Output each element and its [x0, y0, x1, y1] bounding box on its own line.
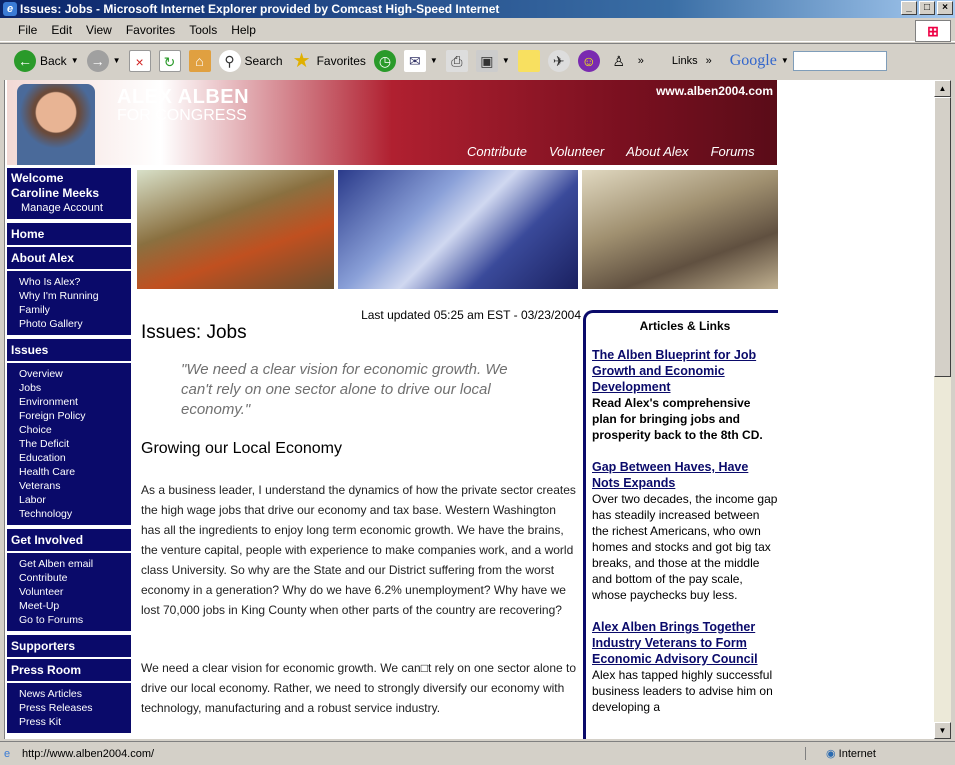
stop-icon: ×	[129, 50, 151, 72]
windows-logo-icon: ⊞	[915, 20, 951, 42]
sidebar-item[interactable]: Education	[19, 452, 66, 464]
favorites-button[interactable]: ★ Favorites	[291, 50, 366, 72]
sidebar-item[interactable]: Overview	[19, 368, 63, 380]
back-arrow-icon: ←	[14, 50, 36, 72]
home-button[interactable]	[189, 50, 211, 72]
sidebar-item[interactable]: Why I'm Running	[19, 290, 99, 302]
yahoo-icon: ☺	[578, 50, 600, 72]
article-desc: Read Alex's comprehensive plan for bringing jobs and prosperity back to the 8th CD.	[592, 396, 763, 442]
article-link[interactable]: Gap Between Haves, Have Nots Expands	[592, 460, 749, 490]
globe-icon: ◉	[826, 748, 839, 760]
close-button[interactable]: ×	[937, 1, 953, 15]
section-heading: Growing our Local Economy	[141, 440, 342, 457]
maximize-button[interactable]: □	[919, 1, 935, 15]
worker-photo	[137, 170, 334, 289]
article-link[interactable]: Alex Alben Brings Together Industry Veterans to Form Economic Advisory Council	[592, 620, 758, 666]
edit-icon: ▣	[476, 50, 498, 72]
nav-contribute[interactable]: Contribute	[467, 144, 527, 159]
back-button[interactable]: ← Back ▼	[14, 50, 79, 72]
sidebar	[7, 168, 131, 737]
nav-volunteer[interactable]: Volunteer	[548, 144, 605, 159]
menu-bar	[0, 18, 955, 42]
menu-edit[interactable]: Edit	[51, 22, 73, 37]
vertical-scrollbar[interactable]	[934, 80, 951, 739]
sidebar-item[interactable]: Environment	[19, 396, 78, 408]
sidebar-home[interactable]: Home	[7, 223, 131, 245]
sidebar-item[interactable]: The Deficit	[19, 438, 70, 450]
sidebar-press-list	[7, 683, 131, 733]
banner	[7, 80, 777, 165]
computers-photo	[338, 170, 578, 289]
sidebar-issues-header[interactable]: Issues	[7, 339, 131, 361]
links-label[interactable]: Links	[671, 54, 698, 67]
toolbar: ← Back ▼ → ▼ × ↻ ⌂ ⚲ Search ★ Favorites ◷ ✉ ▼ ⎙ ▣ ▼ ✈ ☺ ♙ » Links » Google ▼	[0, 43, 955, 77]
sidebar-about-header[interactable]: About Alex	[7, 247, 131, 269]
stop-button[interactable]	[129, 50, 151, 72]
star-icon: ★	[292, 49, 311, 72]
banner-name: ALEX ALBEN	[117, 86, 250, 108]
nav-forums[interactable]: Forums	[710, 144, 755, 159]
sidebar-item[interactable]: Family	[19, 304, 50, 316]
user-name: Caroline Meeks	[11, 186, 100, 200]
menu-favorites[interactable]: Favorites	[125, 22, 176, 37]
notes-button[interactable]	[518, 50, 540, 72]
menu-file[interactable]: File	[18, 22, 38, 37]
last-updated: Last updated 05:25 am EST - 03/23/2004	[361, 308, 581, 322]
messenger-button[interactable]	[548, 50, 570, 72]
google-logo: Google	[729, 51, 777, 69]
sidebar-involved-header[interactable]: Get Involved	[7, 529, 131, 551]
article-item	[592, 459, 778, 603]
sidebar-item[interactable]: Choice	[19, 424, 52, 436]
welcome-label: Welcome	[11, 171, 64, 185]
article-desc: Alex has tapped highly successful business leaders to advise him on developing a	[592, 668, 773, 714]
sidebar-item[interactable]: Go to Forums	[19, 614, 84, 626]
aim-button[interactable]	[608, 50, 630, 72]
sidebar-item[interactable]: Photo Gallery	[19, 318, 83, 330]
article-item	[592, 347, 778, 443]
scroll-thumb[interactable]	[934, 97, 951, 377]
yahoo-button[interactable]	[578, 50, 600, 72]
mail-button[interactable]: ✉ ▼	[404, 50, 438, 72]
sidebar-item[interactable]: Health Care	[19, 466, 76, 478]
security-zone: ◉ Internet	[805, 747, 955, 760]
search-button[interactable]: ⚲ Search	[219, 50, 283, 72]
pull-quote: "We need a clear vision for economic growth. We can't rely on one sector alone to drive our local economy."	[181, 361, 508, 418]
sidebar-item[interactable]: Meet-Up	[19, 600, 60, 612]
menu-help[interactable]: Help	[231, 22, 256, 37]
scroll-up-button[interactable]: ▲	[934, 80, 951, 97]
sidebar-item[interactable]: Labor	[19, 494, 46, 506]
manage-account-link[interactable]: Manage Account	[21, 202, 103, 214]
nav-about-alex[interactable]: About Alex	[626, 144, 689, 159]
home-icon: ⌂	[189, 50, 211, 72]
status-url: e http://www.alben2004.com/	[4, 747, 155, 760]
page-viewport	[4, 80, 934, 739]
ie-icon: e	[3, 2, 17, 16]
article-item	[592, 619, 778, 715]
banner-subtitle: FOR CONGRESS	[117, 107, 247, 124]
banner-nav	[467, 144, 755, 159]
google-search-input[interactable]	[793, 51, 887, 71]
window-title: Issues: Jobs - Microsoft Internet Explorer provided by Comcast High-Speed Internet	[20, 2, 500, 16]
paragraph-2: We need a clear vision for economic growth. We can□t rely on one sector alone to drive our local economy. Rather, we need to strongly diversify our economy with technology, manufacturing and a robust service industry.	[141, 661, 577, 715]
forward-arrow-icon: →	[87, 50, 109, 72]
sidebar-about-list	[7, 271, 131, 335]
sidebar-item[interactable]: Veterans	[19, 480, 61, 492]
articles-title: Articles & Links	[639, 319, 731, 333]
messenger-icon: ✈	[548, 50, 570, 72]
sidebar-item[interactable]: Press Releases	[19, 702, 93, 714]
sidebar-item[interactable]: Press Kit	[19, 716, 62, 728]
page-icon: e	[4, 747, 11, 760]
aim-icon: ♙	[612, 52, 626, 69]
note-icon	[518, 50, 540, 72]
sidebar-item[interactable]: Foreign Policy	[19, 410, 86, 422]
refresh-icon: ↻	[159, 50, 181, 72]
articles-panel	[583, 310, 778, 739]
sidebar-item[interactable]: Technology	[19, 508, 73, 520]
sidebar-issues-list	[7, 363, 131, 525]
window-titlebar	[0, 0, 955, 18]
forward-button[interactable]: → ▼	[87, 50, 121, 72]
sidebar-item[interactable]: Who Is Alex?	[19, 276, 81, 288]
article-desc: Over two decades, the income gap has steadily increased between the richest Americans, who own homes and stocks and got big tax breaks, and those at the middle and bottom of the pay scale, whose paychecks buy less.	[592, 492, 778, 602]
google-toolbar[interactable]: Google ▼	[730, 51, 887, 71]
scroll-down-button[interactable]: ▼	[934, 722, 951, 739]
candidate-photo	[17, 84, 95, 165]
print-button[interactable]	[446, 50, 468, 72]
edit-button[interactable]: ▣ ▼	[476, 50, 510, 72]
banner-site: www.alben2004.com	[656, 84, 773, 98]
history-button[interactable]	[374, 50, 396, 72]
sidebar-item[interactable]: Get Alben email	[19, 558, 94, 570]
page-title: Issues: Jobs	[141, 322, 247, 343]
minimize-button[interactable]: _	[901, 1, 917, 15]
menu-tools[interactable]: Tools	[189, 22, 218, 37]
search-icon: ⚲	[219, 50, 241, 72]
article-link[interactable]: The Alben Blueprint for Job Growth and Economic Development	[592, 348, 757, 394]
warehouse-photo	[582, 170, 778, 289]
sidebar-involved-list	[7, 553, 131, 631]
sidebar-supporters[interactable]: Supporters	[7, 635, 131, 657]
mail-icon: ✉	[404, 50, 426, 72]
sidebar-item[interactable]: News Articles	[19, 688, 83, 700]
status-bar	[0, 741, 955, 765]
refresh-button[interactable]	[159, 50, 181, 72]
sidebar-item[interactable]: Volunteer	[19, 586, 64, 598]
paragraph-1: As a business leader, I understand the dynamics of how the private sector creates the high wage jobs that drive our economy and tax base. Western Washington has all the ingredients to enjoy long term economic growth. We have the brains, the venture capital, people with experience to make companies work, and a world class University. So why are the State and our District suffering from the worst economy in a generation? Why do we have 6.2% unemployment? Why have we lost 70,000 jobs in King County when other parts of the country are recovering?	[141, 483, 576, 617]
welcome-box	[7, 168, 131, 219]
sidebar-item[interactable]: Jobs	[19, 382, 42, 394]
history-icon: ◷	[374, 50, 396, 72]
sidebar-press-header[interactable]: Press Room	[7, 659, 131, 681]
header-photos	[137, 170, 778, 289]
menu-view[interactable]: View	[86, 22, 112, 37]
print-icon: ⎙	[446, 50, 468, 72]
sidebar-item[interactable]: Contribute	[19, 572, 68, 584]
